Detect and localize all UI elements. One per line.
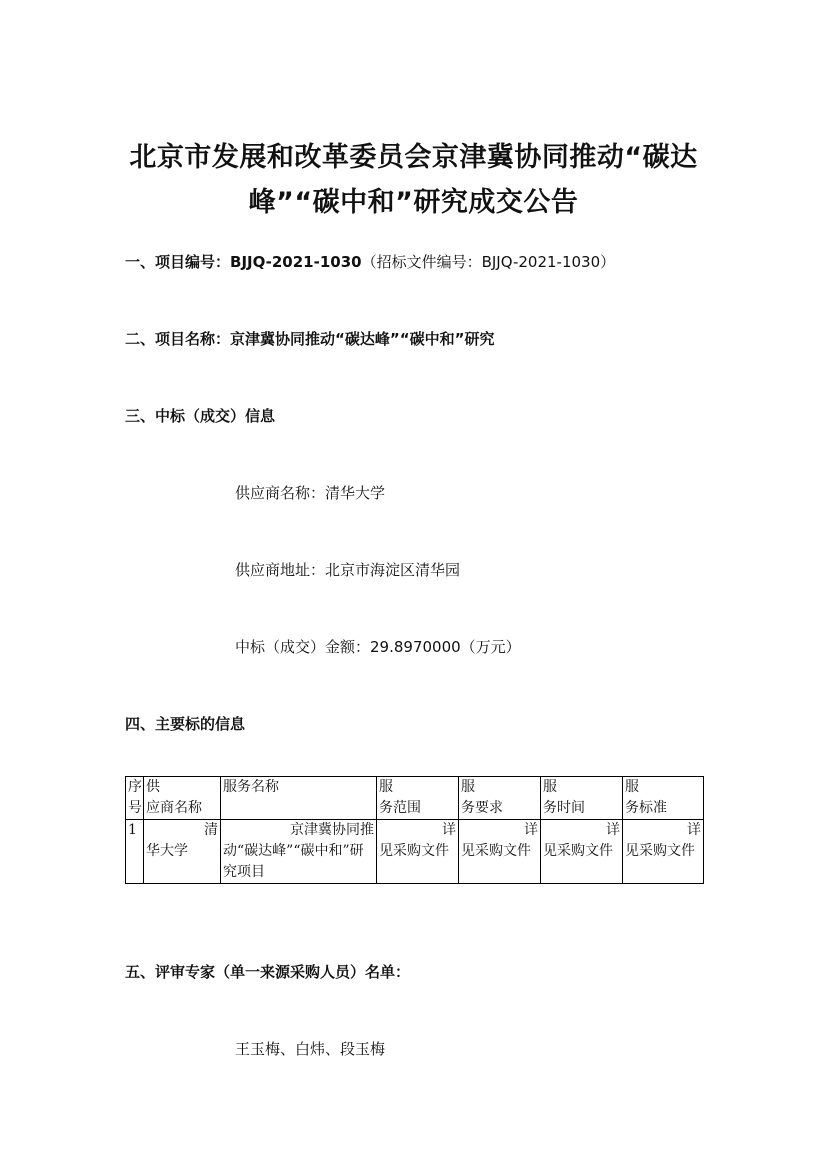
header-service-name: 服务名称 [221,777,377,820]
table-header-row [126,777,704,820]
section-award-info-heading: 三、中标（成交）信息 [125,407,276,425]
row-service-scope: 详 见采购文件 [377,820,459,884]
section-project-name [125,328,494,349]
title-line-2: 峰”“碳中和”研究成交公告 [248,187,579,218]
main-items-table [125,776,704,884]
section-2-label: 二、项目名称： [125,330,231,348]
row-seq: 1 [126,820,144,884]
header-service-scope: 服 务范围 [377,777,459,820]
section-1-label: 一、项目编号： [125,253,231,271]
row-service-name: 京津冀协同推 动“碳达峰”“碳中和”研究项目 [221,820,377,884]
project-name: 京津冀协同推动“碳达峰”“碳中和”研究 [230,330,495,348]
table-row [126,820,704,884]
row-service-standard: 详 见采购文件 [623,820,704,884]
expert-list: 王玉梅、白炜、段玉梅 [235,1040,386,1058]
header-service-time: 服 务时间 [541,777,623,820]
row-service-time: 详 见采购文件 [541,820,623,884]
award-amount: 中标（成交）金额：29.8970000（万元） [235,638,521,656]
supplier-name: 供应商名称：清华大学 [235,484,386,502]
section-experts-heading: 五、评审专家（单一来源采购人员）名单： [125,963,411,981]
title-line-1: 北京市发展和改革委员会京津冀协同推动“碳达 [129,142,698,173]
header-service-requirement: 服 务要求 [459,777,541,820]
header-supplier: 供 应商名称 [144,777,221,820]
supplier-address: 供应商地址：北京市海淀区清华园 [235,561,461,579]
row-service-requirement: 详 见采购文件 [459,820,541,884]
section-main-items-heading: 四、主要标的信息 [125,715,246,733]
page-title [100,135,727,225]
section-project-number [125,251,615,272]
project-code: BJJQ-2021-1030 [230,253,362,271]
row-supplier: 清 华大学 [144,820,221,884]
header-service-standard: 服 务标准 [623,777,704,820]
header-seq: 序号 [126,777,144,820]
tender-doc-number: （招标文件编号：BJJQ-2021-1030） [361,253,616,271]
